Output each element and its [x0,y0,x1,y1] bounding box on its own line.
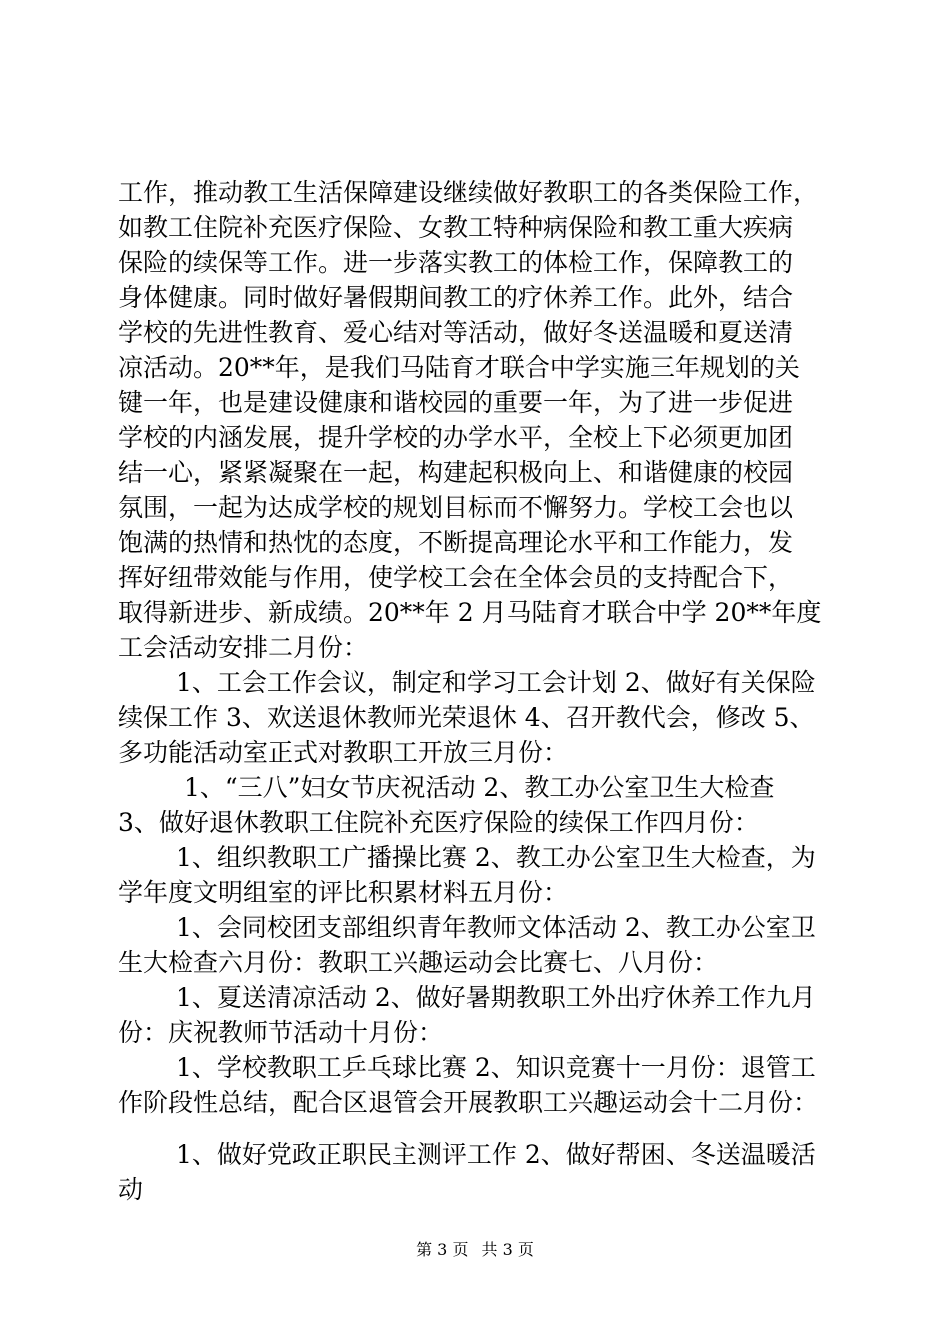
paragraph-line: 身体健康。同时做好暑假期间教工的疗休养工作。此外，结合 [118,283,794,312]
paragraph-line: 氛围，一起为达成学校的规划目标而不懈努力。学校工会也以 [118,493,794,522]
paragraph-line: 取得新进步、新成绩。20**年 2 月马陆育才联合中学 20**年度 [118,598,822,627]
paragraph-line: 动 [118,1175,144,1204]
page-footer [0,1240,950,1260]
paragraph-line: 工会活动安排二月份： [118,633,369,662]
paragraph-line: 学校的先进性教育、爱心结对等活动，做好冬送温暖和夏送清 [118,318,794,347]
paragraph-line: 1、工会工作会议，制定和学习工会计划 2、做好有关保险 [176,668,816,697]
paragraph-line: 饱满的热情和热忱的态度，不断提高理论水平和工作能力，发 [118,528,794,557]
page-number-total: 共 3 页 [481,1240,534,1259]
paragraph-line: 1、“三八”妇女节庆祝活动 2、教工办公室卫生大检查 [184,773,775,802]
paragraph-line: 1、夏送清凉活动 2、做好暑期教职工外出疗休养工作九月 [176,983,816,1012]
paragraph-line: 作阶段性总结，配合区退管会开展教职工兴趣运动会十二月份： [118,1088,819,1117]
paragraph-line: 份：庆祝教师节活动十月份： [118,1018,444,1047]
paragraph-line: 学校的内涵发展，提升学校的办学水平，全校上下必须更加团 [118,423,794,452]
paragraph-line: 挥好纽带效能与作用，使学校工会在全体会员的支持配合下， [118,563,794,592]
page-number-current: 第 3 页 [416,1240,469,1259]
paragraph-line: 多功能活动室正式对教职工开放三月份： [118,738,569,767]
paragraph-line: 1、学校教职工乒乓球比赛 2、知识竞赛十一月份：退管工 [176,1053,816,1082]
paragraph-line: 工作，推动教工生活保障建设继续做好教职工的各类保险工作， [118,178,819,207]
paragraph-line: 如教工住院补充医疗保险、女教工特种病保险和教工重大疾病 [118,213,794,242]
paragraph-line: 1、做好党政正职民主测评工作 2、做好帮困、冬送温暖活 [176,1140,816,1169]
paragraph-line: 生大检查六月份：教职工兴趣运动会比赛七、八月份： [118,948,719,977]
paragraph-line: 1、会同校团支部组织青年教师文体活动 2、教工办公室卫 [176,913,816,942]
paragraph-line: 3、做好退休教职工住院补充医疗保险的续保工作四月份： [118,808,759,837]
paragraph-line: 键一年，也是建设健康和谐校园的重要一年，为了进一步促进 [118,388,794,417]
paragraph-line: 凉活动。20**年，是我们马陆育才联合中学实施三年规划的关 [118,353,800,382]
paragraph-line: 续保工作 3、欢送退休教师光荣退休 4、召开教代会，修改 5、 [118,703,815,732]
paragraph-line: 学年度文明组室的评比积累材料五月份： [118,878,569,907]
paragraph-line: 保险的续保等工作。进一步落实教工的体检工作，保障教工的 [118,248,794,277]
paragraph-line: 1、组织教职工广播操比赛 2、教工办公室卫生大检查，为 [176,843,816,872]
paragraph-line: 结一心，紧紧凝聚在一起，构建起积极向上、和谐健康的校园 [118,458,794,487]
